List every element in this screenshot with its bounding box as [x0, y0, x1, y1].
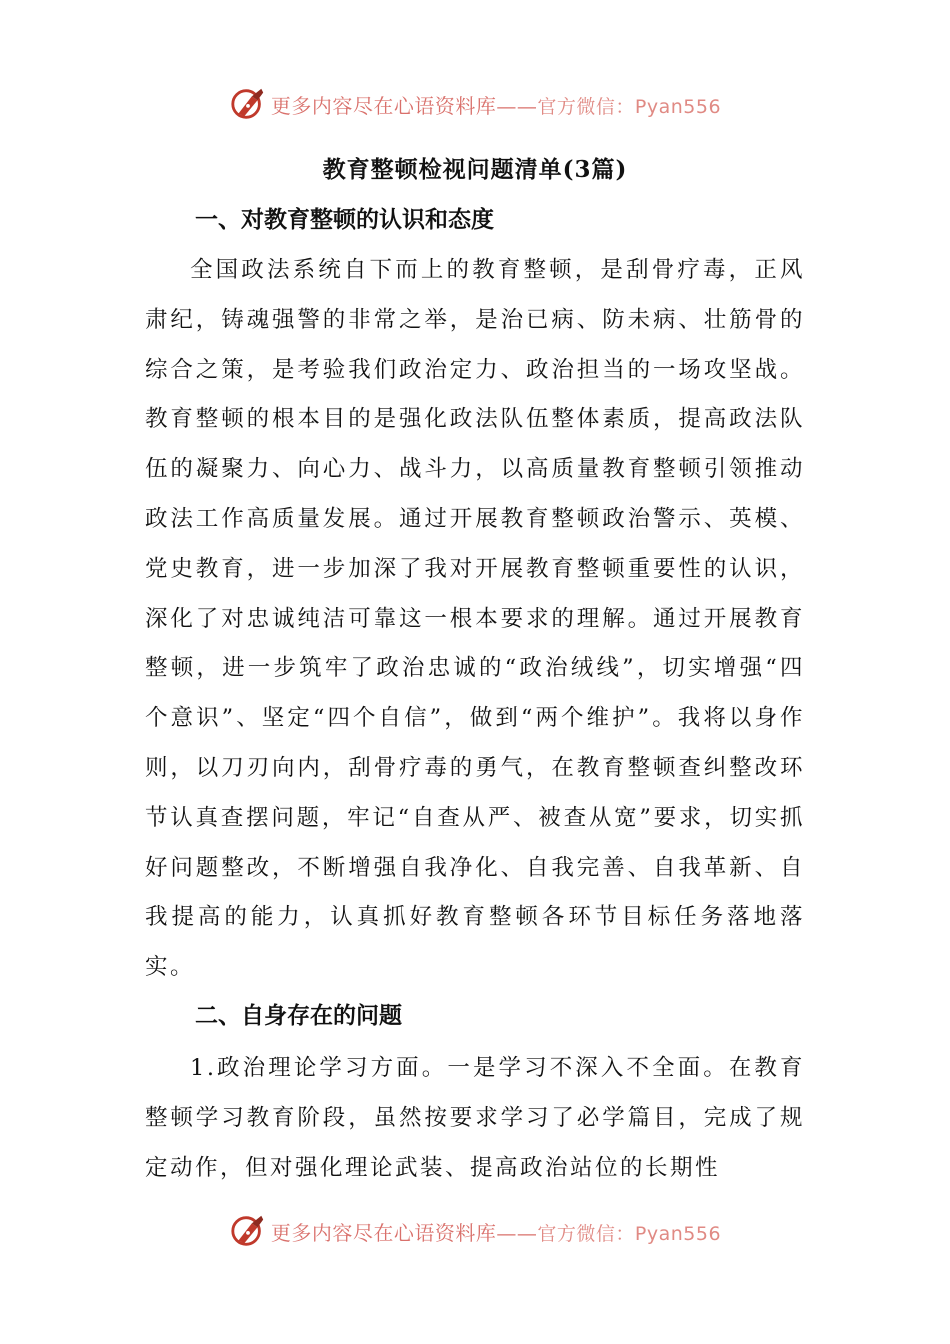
section-heading-2: 二、自身存在的问题 [195, 1002, 402, 1029]
pen-nib-logo-icon [229, 85, 267, 123]
banner-wechat-text: 官方微信：Pyan556 [537, 95, 722, 118]
banner-dash: —— [496, 1220, 538, 1245]
banner-lead-text: 更多内容尽在心语资料库 [270, 93, 497, 118]
watermark-banner-bottom [0, 1211, 950, 1251]
pen-nib-logo-icon [229, 1212, 267, 1250]
section-paragraph-1: 全国政法系统自下而上的教育整顿，是刮骨疗毒，正风肃纪，铸魂强警的非常之举，是治已病、防未病、壮筋骨的综合之策，是考验我们政治定力、政治担当的一场攻坚战。教育整顿的根本目的是强化政法队伍整体素质，提高政法队伍的凝聚力、向心力、战斗力，以高质量教育整顿引领推动政法工作高质量发展。通过开展教育整顿政治警示、英模、党史教育，进一步加深了我对开展教育整顿重要性的认识，深化了对忠诚纯洁可靠这一根本要求的理解。通过开展教育整顿，进一步筑牢了政治忠诚的“政治绒线”，切实增强“四个意识”、坚定“四个自信”，做到“两个维护”。我将以身作则，以刀刃向内，刮骨疗毒的勇气，在教育整顿查纠整改环节认真查摆问题，牢记“自查从严、被查从宽”要求，切实抓好问题整改，不断增强自我净化、自我完善、自我革新、自我提高的能力，认真抓好教育整顿各环节目标任务落地落实。 [145, 257, 805, 981]
watermark-banner-top [0, 84, 950, 124]
banner-lead-text: 更多内容尽在心语资料库 [270, 1220, 497, 1245]
document-title: 教育整顿检视问题清单(3篇) [322, 156, 628, 183]
banner-wechat-text: 官方微信：Pyan556 [537, 1222, 722, 1245]
banner-dash: —— [496, 93, 538, 118]
section-heading-1: 一、对教育整顿的认识和态度 [195, 206, 494, 233]
section-paragraph-2: 1.政治理论学习方面。一是学习不深入不全面。在教育整顿学习教育阶段，虽然按要求学习了必学篇目，完成了规定动作，但对强化理论武装、提高政治站位的长期性 [145, 1055, 805, 1181]
